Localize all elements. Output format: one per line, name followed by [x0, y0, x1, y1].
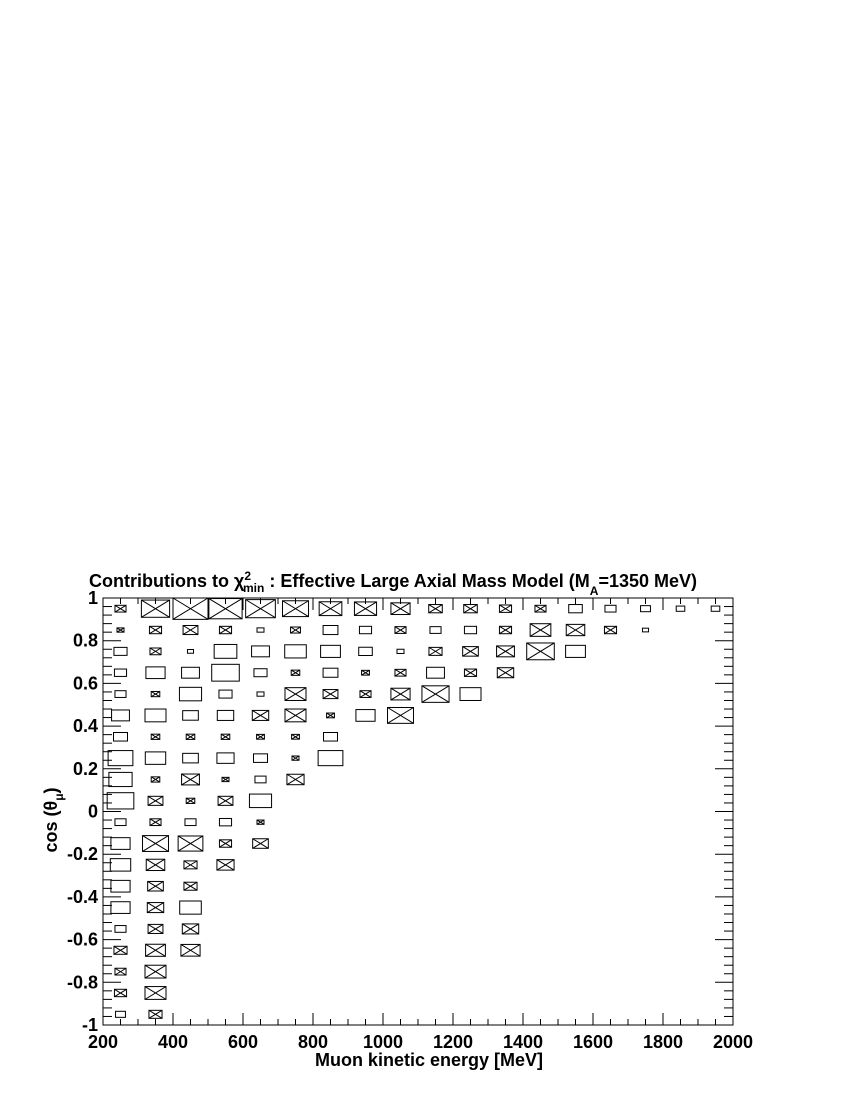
y-tick-label: -1: [81, 1015, 98, 1035]
y-tick-label: 0.2: [72, 758, 98, 779]
x-tick-label: 1600: [572, 1032, 614, 1052]
y-axis-label: $\cos (\theta_\mu)$: [41, 787, 66, 853]
y-tick-label: -0.4: [66, 886, 98, 907]
x-axis-label: Muon kinetic energy [MeV]: [314, 1050, 543, 1070]
y-tick-label: -0.2: [66, 844, 98, 865]
x-tick-label: 400: [157, 1032, 189, 1052]
y-tick-label: -0.8: [66, 972, 98, 993]
y-tick-label: 1: [87, 588, 98, 608]
x-tick-label: 2000: [712, 1032, 754, 1052]
x-tick-label: 800: [297, 1032, 329, 1052]
x-tick-label: 1200: [432, 1032, 474, 1052]
y-tick-label: -0.6: [66, 929, 98, 950]
x-tick-label: 1400: [502, 1032, 544, 1052]
y-tick-label: 0: [87, 801, 98, 822]
x-tick-label: 200: [87, 1032, 119, 1052]
y-tick-label: 0.8: [72, 630, 98, 651]
x-tick-label: 1000: [362, 1032, 404, 1052]
x-tick-label: 600: [227, 1032, 259, 1052]
y-tick-label: 0.4: [72, 716, 98, 737]
x-tick-label: 1800: [642, 1032, 684, 1052]
chart-title: Contributions to $\chi^2$ min : Effective Large Axial Mass Model ($M_A=1350$ MeV): [88, 569, 698, 598]
y-tick-label: 0.6: [72, 673, 98, 694]
